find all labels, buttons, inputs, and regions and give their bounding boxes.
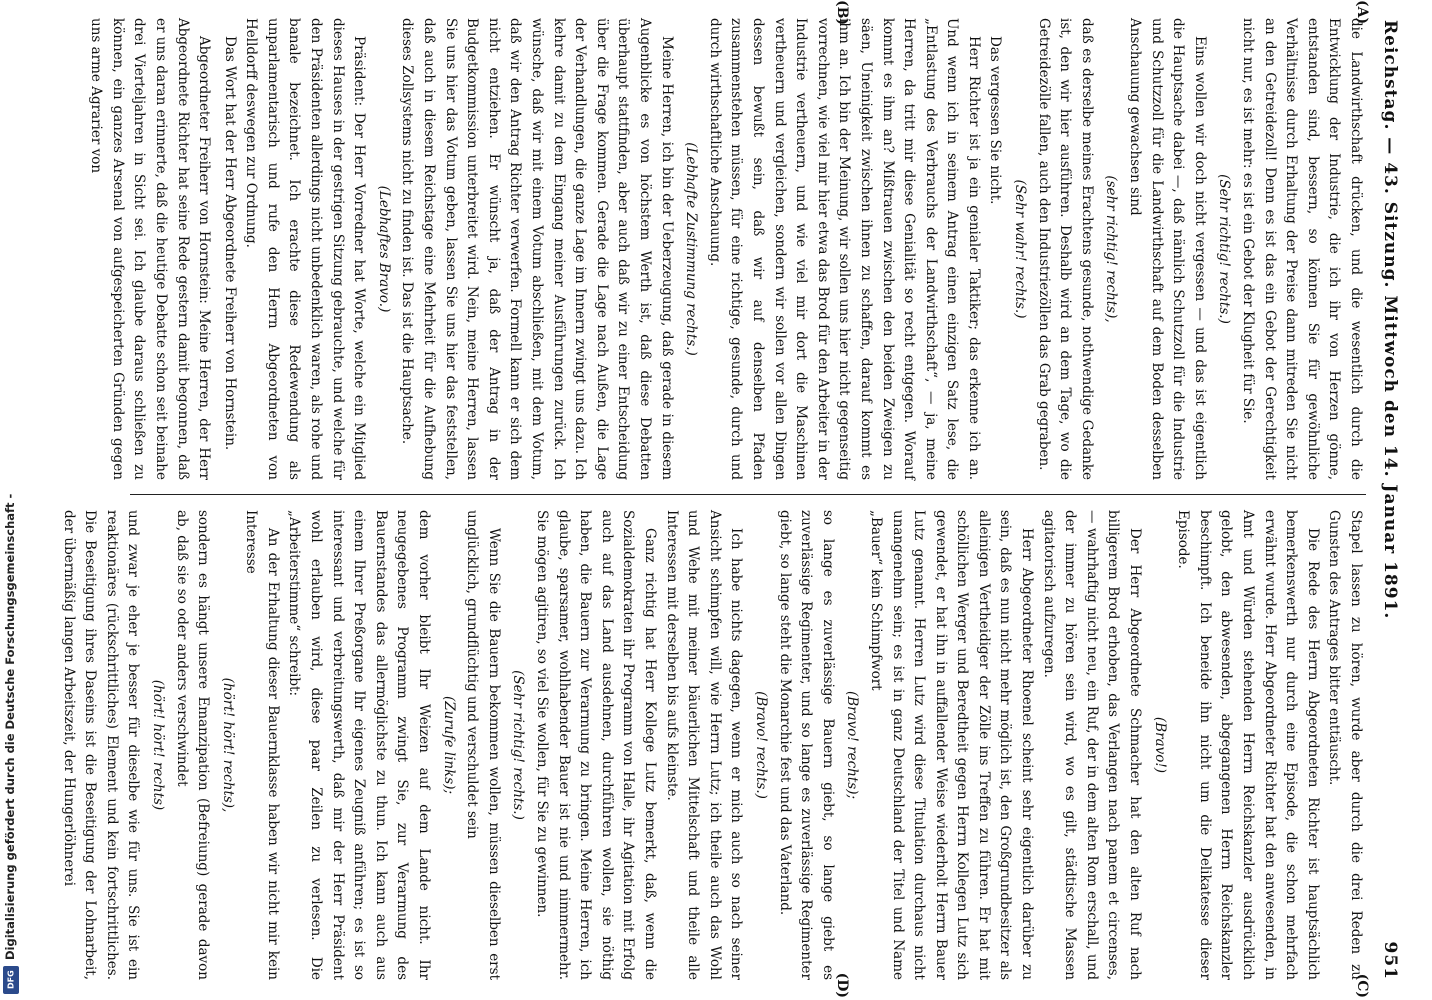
column-divider [130,494,1366,495]
paragraph: die Landwirthschaft drücken, und die wesentlich durch die Entwicklung der Industrie, die ich ihr von Herzen gönne, entstanden sind, bessern, so können Sie für gewöhnliche Verhältnisse durch Erhaltung der Preise dann mitreden Sie nicht an den Getreidezoll! Denn es ist das ein Gebot der Gerechtigkeit nicht nur, es ist mehr: es ist ein Gebot der Klugheit für Sie. [1240,18,1364,480]
paragraph: Herr Richter ist ja ein genialer Taktiker; das erkenne ich an. Und wenn ich in seinem Antrag einen einzigen Satz lese, die „Entlastung des Verbrauchs der Landwirthschaft“, — ja, meine Herren, da tritt mir diese Genialität so recht entgegen. Worauf kommt es ihm an? Mißtrauen zwischen den beiden Zweigen zu säen, Uneinigkeit zwischen ihnen zu schaffen, darauf kommt es ihm an. Ich bin der Meinung, wir sollen uns hier nicht gegenseitig vorrechnen, wie viel mir hier etwa das Brod für den Arbeiter in der Industrie vertheuern, und wie viel mir dort die Maschinen vertheuern und vergleichen, sondern wir sollen vor allen Dingen dessen bewußt sein, daß wir auf denselben Pfaden zusammenstehen müssen, für eine richtige, gesunde, durch und durch wirthschaftliche Anschauung. [706,18,982,480]
interjection: (Sehr richtig! rechts.) [510,670,527,820]
paragraph: Wenn Sie die Bauern bekommen wollen, müssen dieselben erst unglücklich, grundflüchtig und verschuldet sein [464,510,502,980]
paragraph: Stapel lassen zu hören, wurde aber durch die drei Reden zu Gunsten des Antrages bitter enttäuscht. [1326,510,1364,980]
running-head-title: Reichstag. — 43. Sitzung. Mittwoch den 14. Januar 1891. [1380,20,1400,620]
paragraph: Herr Abgeordneter Rhoenel scheint sehr eigentlich darüber zu sein, daß es nun nicht mehr möglich ist, den Großgrundbesitzer als alleinigen Vertheidiger der Zölle ins Treffen zu führen. Er hat mit schöllichen Werger und Beredtheit gegen Herrn Kollegen Lutz sich gewendet, er hat ihn in auffallender Weise wiederholt Herrn Bauer Lutz genannt. Herren Lutz wird diese Titulation durchaus nicht unangenehm sein; es ist in ganz Deutschland der Titel und Name „Bauer“ kein Schimpfwort [867,510,1036,980]
margin-marker-d: (D) [834,972,850,998]
left-column [88,18,1366,480]
margin-marker-a: (A) [1354,0,1370,25]
dfg-logo: DFG [3,966,19,994]
interjection: (hört! hört! rechts), [219,677,236,813]
interjection: (Sehr richtig! rechts.) [1216,174,1233,324]
digitization-credit-strip [0,0,24,1000]
interjection: (sehr richtig! rechts), [1103,175,1120,323]
running-head [1374,20,1400,980]
interjection: (Sehr wahr! rechts.) [1012,179,1029,319]
digitization-credit-text: Digitalisierung gefördert durch die Deutsche Forschungsgemeinschaft - [3,493,17,960]
paragraph: Präsident: Der Herr Vorredner hat Worte, welche ein Mitglied dieses Hauses in der gestrigen Sitzung gebrauchte, und welche für den Präsidenten allerdings nicht unbedenklich waren, als rohe und banale bezeichnet. Ich erachte diese Redewendung als unparlamentarisch und rufe den Herrn Abgeordneten von Helldorff deswegen zur Ordnung. [243,18,368,480]
right-column [60,510,1366,980]
paragraph: sondern es hängt unsere Emanzipation (Befreiung) gerade davon ab, daß sie so oder anders verschwindet [173,510,212,980]
paragraph: dem vorher bleibt Ihr Weizen auf dem Lande nicht. Ihr neugegebenes Programm zwingt Sie, zur Verarmung des Bauernstandes das allermöglichste zu thun. Ich kann auch aus einem Ihrer Preßorgane Ihr eigenes Zeugniß anführen; es ist so interessant und verbreitungswerth, daß mir der Herr Präsident wohl erlauben wird, diese paar Zeilen zu verlesen. Die „Arbeiterstimme“ schreibt: [286,510,433,980]
paragraph: Meine Herren, ich bin der Ueberzeugung, daß gerade in diesem Augenblicke es von höchstem Werth ist, daß diese Debatten überhaupt stattfinden, aber auch daß wir zu einer Entscheidung über die Frage kommen. Gerade die Lage nach Außen, die Lage der Verhandlungen, die ganze Lage im Innern zwingt uns dazu. Ich kehre damit zu dem Eingang meiner Ausführungen zurück. Ich wünsche, daß wir mit einem Votum abschließen, mit dem Votum, daß wir den Antrag Richter verwerfen. Formell kann er sich dem nicht entziehen. Er wünscht ja, daß der Antrag in der Budgetkommission unterbreitet wird. Nein, meine Herren, lassen Sie uns hier das Votum geben, lassen Sie uns hier das feststellen, daß auch in diesem Reichstage eine Mehrheit für die Aufhebung dieses Zollsystems nicht zu finden ist. Das ist die Hauptsache. [399,18,675,480]
paragraph: daß es derselbe meines Erachtens gesunde, nothwendige Gedanke ist, den wir hier ausführen. Deshalb wird an dem Tage, wo die Getreidezölle fallen, auch den Industriezöllen das Grab gegraben. [1035,18,1095,480]
paragraph: Der Herr Abgeordnete Schmacher hat den alten Ruf nach billigerem Brod erhoben, das Verlangen nach panem et circenses, — wahrhaftig nicht neu, ein Ruf, der in dem alten Rom erschall, und der immer zu hören sein wird, wo es gilt, städtische Massen agitatorisch aufzuregen. [1040,510,1144,980]
paragraph: Abgeordneter Freiherr von Hornstein: Meine Herren, der Herr Abgeordnete Richter hat seine Rede gestern damit begonnen, daß er uns daran erinnerte, daß die heutige Debatte schon seit beinahe drei Vierteljahren in Sicht sei. Ich glaube daraus schließen zu können, ein ganzes Arsenal von aufgespeicherten Gründen gegen uns arme Agrarier von [88,18,213,480]
paragraph: Das vergessen Sie nicht. [987,36,1004,205]
paragraph: so lange es zuverlässige Bauern giebt, so lange giebt es zuverlässige Regimenter, und so lange es zuverlässige Regimenter giebt, so lange steht die Monarchie fest und das Vaterland. [776,510,836,980]
interjection: (Lebhaftes Bravo.) [375,185,392,313]
paragraph: An der Erhaltung dieser Bauernklasse haben wir nicht mir kein Interesse [243,510,281,980]
interjection: (Zurufe links); [440,695,457,795]
interjection: (Bravo! rechts); [844,690,861,800]
margin-marker-b: (B) [834,0,850,26]
paragraph: und zwar je eher je besser für dieselbe wie für uns. Sie ist ein reaktionäres (rückschrittliches) Element und kein fortschrittliches. Die Beseitigung ihres Daseins ist die Beseitigung der Lohnarbeit, der übermäßig langen Arbeitszeit, der Hungerlöhnerei [60,510,142,980]
paragraph: Ich habe nichts dagegen, wenn er mich auch so nach seiner Ansicht schimpfen will, wie Herrn Lutz; ich theile auch das Wohl und Wehe mit meiner bäuerlichen Mittelschaft und theile alle Interessen mit derselben bis aufs kleinste. [663,510,745,980]
paragraph: Eins wollen wir doch nicht vergessen — und das ist eigentlich die Hauptsache dabei —, daß nämlich Schutzzoll für die Industrie und Schutzzoll für die Landwirthschaft auf dem Boden desselben Anschauung gewachsen sind [1127,18,1208,480]
paragraph: Das Wort hat der Herr Abgeordnete Freiherr von Hornstein. [221,36,238,451]
interjection: (Bravo!) [1151,716,1168,774]
margin-marker-c: (C) [1354,973,1370,998]
paragraph: Die Rede des Herrn Abgeordneten Richter ist hauptsächlich bemerkenswerth nur durch eine Episode, die schon mehrfach erwähnt wurde. Herr Abgeordneter Richter hat den anwesenden, in Amt und Würden stehenden Herrn Reichskanzler ausdrücklich gelobt, den abwesenden, abgegangenen Herrn Reichskanzler beschimpft. Ich beneide ihn nicht um die Delikatesse dieser Episode. [1175,510,1321,980]
document-page [60,0,1410,1000]
interjection: (Lebhafte Zustimmung rechts.) [683,142,700,356]
paragraph: Ganz richtig hat Herr Kollege Lutz bemerkt, daß, wenn die Sozialdemokraten ihr Programm von Halle, ihr Agitation mit Erfolg auch auf das Land ausdehnen, durchführen wollen, sie nöthig haben, die Bauern zur Verarmung zu bringen. Meine Herren, ich glaube, sparsamer, wohlhabender Bauer ist nie und nimmermehr. Sie mögen agitiren, so viel Sie wollen, für Sie zu gewinnen. [534,510,658,980]
interjection: (hört! hört! rechts) [149,679,166,811]
interjection: (Bravo! rechts.) [752,691,769,799]
page-number: 951 [1380,941,1400,980]
